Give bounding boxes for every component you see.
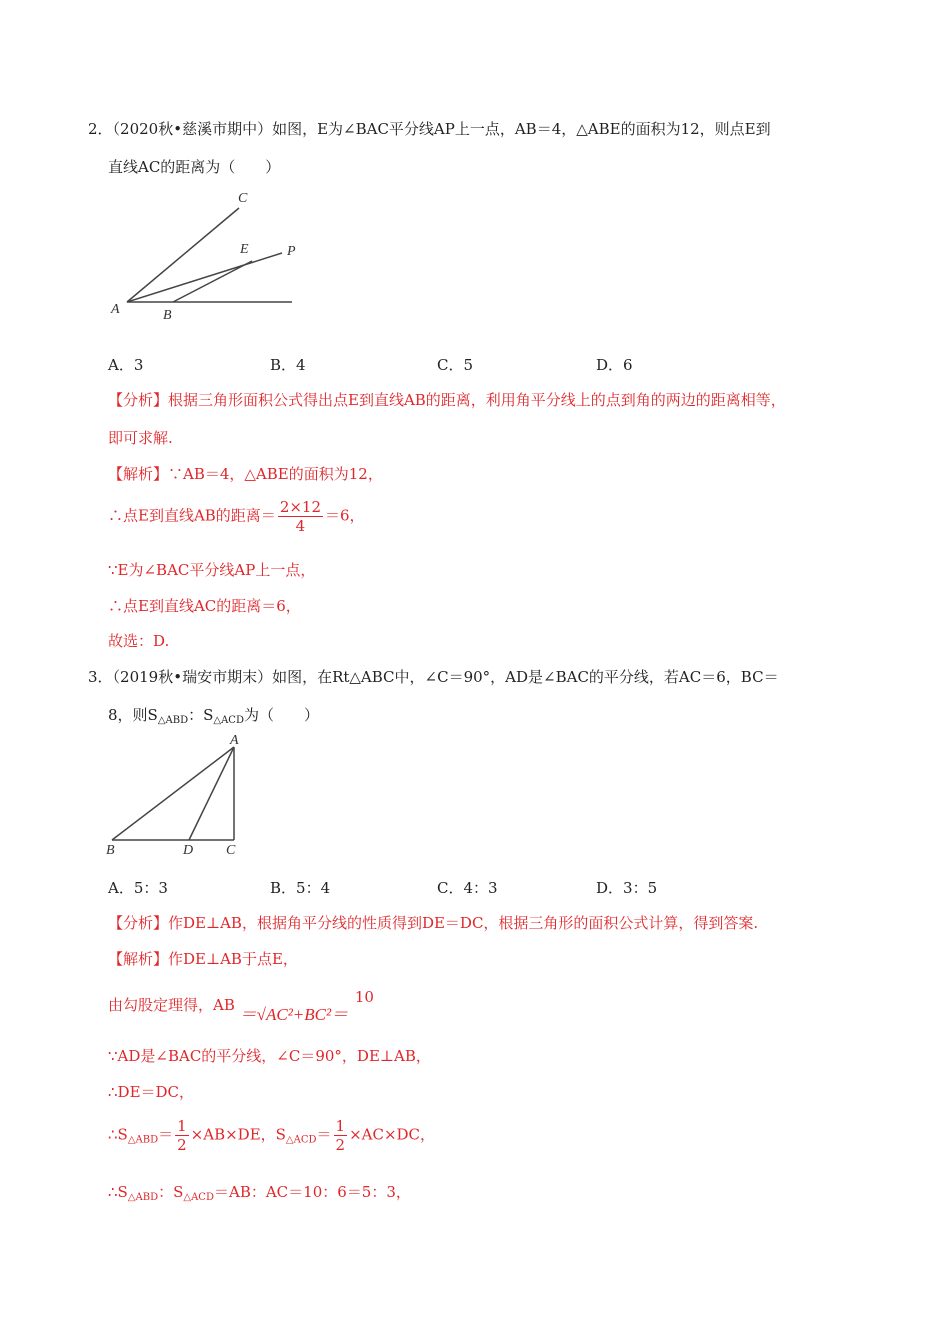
label-c: C [238, 191, 248, 206]
label-d: D [183, 843, 194, 858]
fraction-half-1: $\frac{1}{2}$ [177, 1117, 187, 1154]
q2-stem-line2: 直线AC的距离为（ ） [108, 158, 281, 176]
q2-solution-3: ∵E为∠BAC平分线AP上一点， [108, 561, 316, 579]
q3-solution-4: ∴DE＝DC， [108, 1083, 195, 1101]
q2-option-c: C．5 [437, 356, 474, 374]
label-p: P [287, 244, 296, 259]
q3-stem-line2: 8，则$S_{\triangle ABD}$：$S_{\triangle ACD}$为（ ） [108, 706, 319, 726]
label-c: C [226, 843, 236, 858]
q3-option-d: D．3：5 [596, 879, 658, 897]
q2-option-d: D．6 [596, 356, 633, 374]
q3-figure [100, 730, 260, 860]
q3-solution-6: $\therefore S_{\triangle ABD}$：$S_{\triangle ACD}=AB$：AC＝10：6＝5：3， [108, 1183, 411, 1203]
q3-solution-1: 【解析】作DE⊥AB于点E， [108, 950, 298, 968]
ray-ac [127, 208, 239, 302]
q3-stem-line1: 3．（2019秋•瑞安市期末）如图，在Rt△ABC中，∠C＝90°，AD是∠BAC的平分线，若AC＝6，BC＝ [88, 668, 779, 686]
q3-solution-5: $\therefore S_{\triangle ABD}=$ $\frac{1}{2}$ ×AB×DE，$S_{\triangle ACD}=$ $\frac{1}{2}$ ×AC×DC， [108, 1117, 436, 1154]
q3-option-c: C．4：3 [437, 879, 498, 897]
q2-figure [100, 185, 310, 325]
label-b: B [106, 843, 115, 858]
q2-solution-1: 【解析】∵AB＝4，△ABE的面积为12， [108, 465, 383, 483]
q2-analysis: 【分析】根据三角形面积公式得出点E到直线AB的距离，利用角平分线上的点到角的两边的距离相等， [108, 391, 786, 409]
q2-solution-5: 故选：D. [108, 632, 170, 650]
q2-analysis-cont: 即可求解. [108, 429, 173, 447]
segment-be [173, 261, 252, 302]
fraction-2x12-over-4: $\frac{2\times 12}{4}$ [279, 498, 322, 535]
pythagorean-formula: ＝√AC²+BC²＝ [239, 1005, 349, 1024]
q3-option-b: B．5：4 [270, 879, 331, 897]
label-e: E [240, 242, 249, 257]
q2-solution-2: ∴点E到直线AB的距离＝ $\frac{2\times 12}{4}$ ＝6， [108, 498, 365, 535]
fraction-half-2: $\frac{1}{2}$ [335, 1117, 346, 1154]
label-a: A [111, 302, 120, 317]
ab-value: 10 [354, 988, 374, 1006]
q3-solution-2: 由勾股定理得，AB ＝√AC²+BC²＝ 10 [108, 988, 374, 1024]
q2-option-b: B．4 [270, 356, 306, 374]
segment-ad [189, 747, 234, 840]
q2-stem-line1: 2．（2020秋•慈溪市期中）如图，E为∠BAC平分线AP上一点，AB＝4，△ABE的面积为12，则点E到 [88, 120, 771, 138]
q3-option-a: A．5：3 [108, 879, 168, 897]
ray-ap [127, 253, 282, 302]
q2-option-a: A．3 [108, 356, 144, 374]
side-ba [112, 747, 234, 840]
label-b: B [163, 308, 172, 323]
q3-solution-3: ∵AD是∠BAC的平分线，∠C＝90°，DE⊥AB， [108, 1047, 431, 1065]
q3-analysis: 【分析】作DE⊥AB，根据角平分线的性质得到DE＝DC，根据三角形的面积公式计算，得到答案. [108, 914, 759, 932]
label-a: A [230, 733, 239, 748]
q2-solution-4: ∴点E到直线AC的距离＝6， [108, 597, 301, 615]
